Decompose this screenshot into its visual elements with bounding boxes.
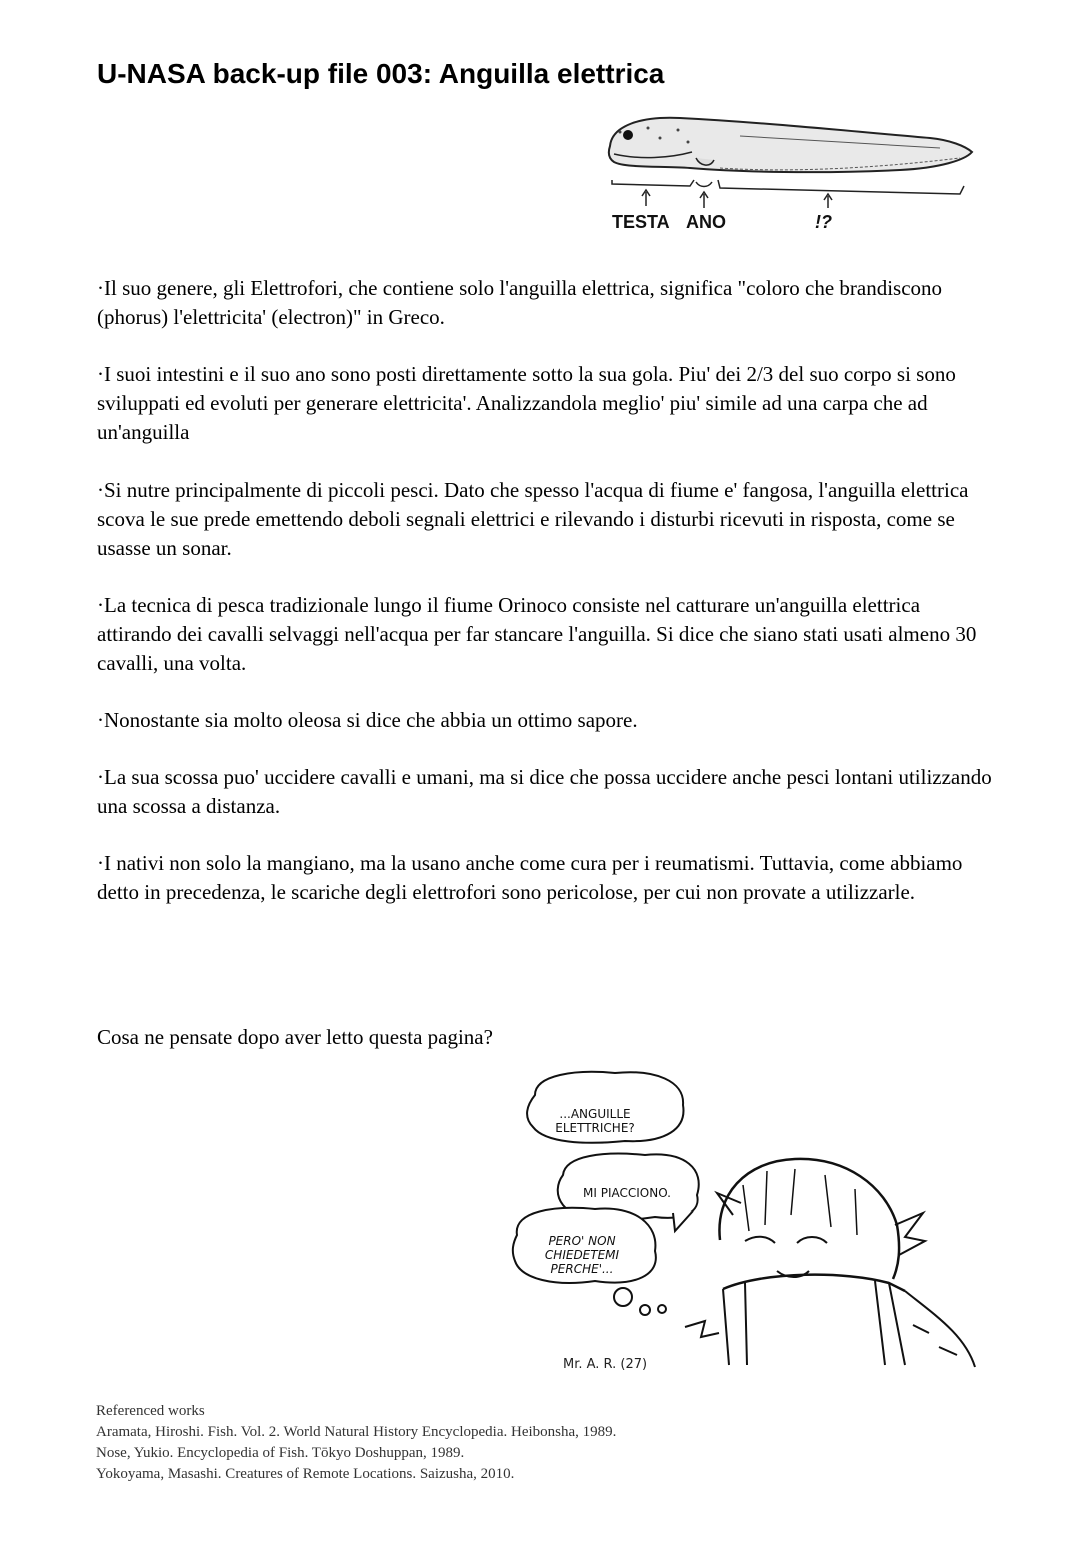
paragraph-feeding: ·Si nutre principalmente di piccoli pesci. Dato che spesso l'acqua di fiume e' fangosa, l'anguilla elettrica scova le sue prede emettendo deboli segnali elettrici e rilevando i disturbi ricevuti in risposta, come se usasse un sonar. xyxy=(97,478,969,560)
comic-caption: Mr. A. R. (27) xyxy=(563,1357,648,1372)
paragraph-natives: ·I nativi non solo la mangiano, ma la usano anche come cura per i reumatismi. Tuttavia, come abbiamo detto in precedenza, le scariche degli elettrofori sono pericolose, per cui non provate a utilizzarle. xyxy=(97,851,963,904)
paragraph-fishing: ·La tecnica di pesca tradizionale lungo il fiume Orinoco consiste nel catturare un'anguilla elettrica attirando dei cavalli selvaggi nell'acqua per far stancare l'anguilla. Si dice che siano stati usati almeno 30 cavalli, una volta. xyxy=(97,593,977,675)
paragraph-shock: ·La sua scossa puo' uccidere cavalli e umani, ma si dice che possa uccidere anche pesci lontani utilizzando una scossa a distanza. xyxy=(97,765,992,818)
speech-bubble-1: ...ANGUILLE ELETTRICHE? xyxy=(555,1107,635,1135)
label-head: TESTA xyxy=(612,212,670,232)
electric-eel-illustration xyxy=(600,108,980,248)
paragraph-taste: ·Nonostante sia molto oleosa si dice che abbia un ottimo sapore. xyxy=(97,708,638,732)
label-anus: ANO xyxy=(686,212,726,232)
thought-bubble: PERO' NON CHIEDETEMI PERCHE'... xyxy=(544,1234,620,1276)
closing-question: Cosa ne pensate dopo aver letto questa pagina? xyxy=(97,1025,493,1049)
paragraph-genus: ·Il suo genere, gli Elettrofori, che contiene solo l'anguilla elettrica, significa "coloro che brandiscono (phorus) l'elettricita' (electron)" in Greco. xyxy=(97,276,943,329)
speech-bubble-2: MI PIACCIONO. xyxy=(583,1186,671,1200)
references-heading: Referenced works xyxy=(96,1403,205,1419)
reference-item: Yokoyama, Masashi. Creatures of Remote Locations. Saizusha, 2010. xyxy=(96,1466,515,1482)
references-section xyxy=(96,1401,616,1485)
reference-item: Nose, Yukio. Encyclopedia of Fish. Tōkyo Doshuppan, 1989. xyxy=(96,1445,465,1461)
page-title: U-NASA back-up file 003: Anguilla elettrica xyxy=(97,58,665,89)
comic-illustration xyxy=(505,1065,980,1385)
reference-item: Aramata, Hiroshi. Fish. Vol. 2. World Natural History Encyclopedia. Heibonsha, 1989. xyxy=(96,1424,617,1440)
label-exclamation: !? xyxy=(815,212,832,232)
paragraph-anatomy: ·I suoi intestini e il suo ano sono posti direttamente sotto la sua gola. Piu' dei 2/3 del suo corpo si sono sviluppati ed evoluti per generare elettricita'. Analizzandola meglio' piu' simile ad una carpa che ad un'anguilla xyxy=(97,362,956,444)
